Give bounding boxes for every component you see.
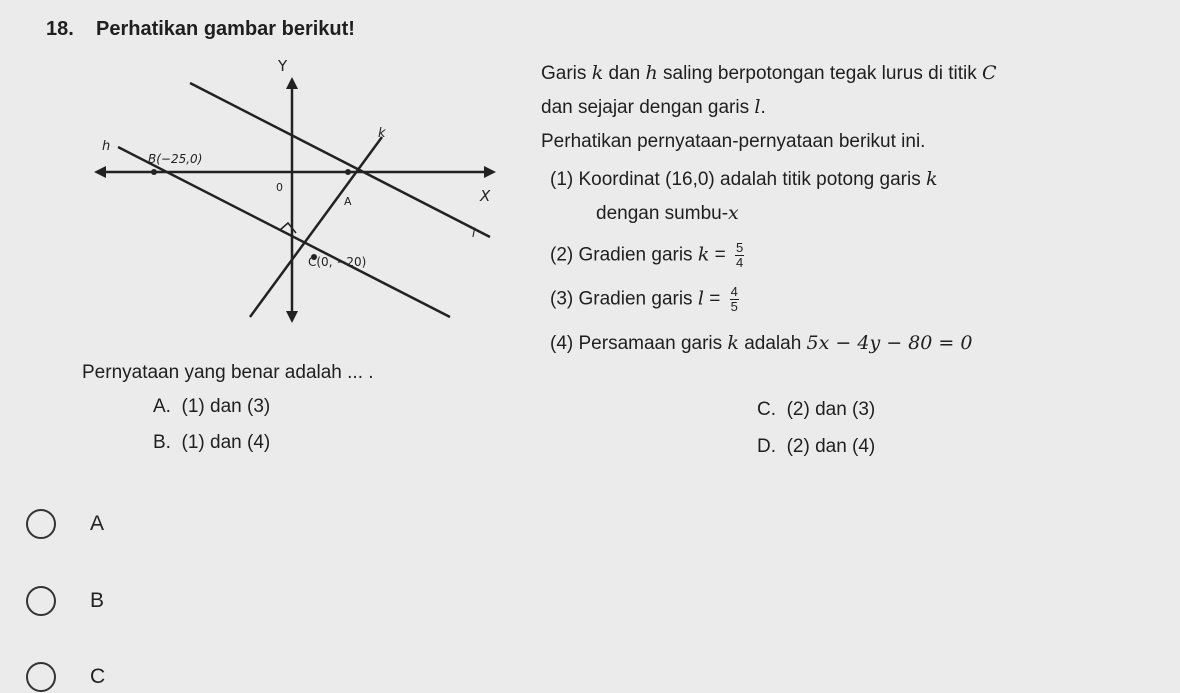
answer-label-a: A	[90, 512, 105, 535]
radio-a[interactable]	[26, 509, 56, 539]
description-line-2: dan sejajar dengan garis l.	[541, 96, 766, 118]
point-b-label: B(−25,0)	[148, 152, 203, 166]
y-axis-arrow-down	[286, 311, 298, 323]
statement-4: (4) Persamaan garis k adalah 5x − 4y − 80 = 0	[550, 332, 973, 354]
line-h-label: h	[102, 139, 111, 154]
statement-2-fraction: $\frac{5}{4}$	[736, 240, 744, 270]
answer-option-a[interactable]	[26, 509, 104, 539]
x-axis-arrow-left	[94, 166, 106, 178]
answer-label-c: C	[90, 665, 106, 688]
question-prompt: Pernyataan yang benar adalah ... .	[82, 362, 374, 383]
line-l-label: l	[472, 226, 476, 240]
line-k	[250, 137, 382, 317]
point-a-label: A	[344, 195, 352, 208]
point-b-dot	[151, 169, 157, 175]
statement-3: (3) Gradien garis l = $\frac{4}{5}$	[550, 284, 738, 314]
choice-c: C. (2) dan (3)	[757, 399, 876, 420]
answer-option-b[interactable]	[26, 586, 104, 616]
choice-d: D. (2) dan (4)	[757, 436, 876, 457]
question-number: 18.	[46, 18, 74, 40]
choice-a: A. (1) dan (3)	[153, 396, 271, 417]
statement-1-cont: dengan sumbu-x	[596, 202, 739, 224]
point-c-label: C(0, −20)	[308, 255, 367, 269]
line-k-label: k	[378, 126, 386, 141]
x-axis-label: X	[480, 187, 491, 205]
coordinate-diagram	[90, 55, 510, 330]
answer-label-b: B	[90, 589, 105, 612]
radio-b[interactable]	[26, 586, 56, 616]
y-axis-arrow-up	[286, 77, 298, 89]
description-line-1: Garis k dan h saling berpotongan tegak lurus di titik C	[541, 62, 997, 84]
statement-3-fraction: $\frac{4}{5}$	[730, 284, 738, 314]
choice-b: B. (1) dan (4)	[153, 432, 271, 453]
origin-label: 0	[276, 181, 283, 194]
line-l	[190, 83, 490, 237]
statements-intro: Perhatikan pernyataan-pernyataan berikut ini.	[541, 131, 926, 152]
y-axis-label: Y	[278, 57, 288, 75]
question-title: Perhatikan gambar berikut!	[96, 18, 355, 40]
point-a-dot	[345, 169, 351, 175]
answer-option-c[interactable]	[26, 662, 105, 692]
radio-c[interactable]	[26, 662, 56, 692]
statement-2: (2) Gradien garis k = $\frac{5}{4}$	[550, 240, 744, 270]
x-axis-arrow-right	[484, 166, 496, 178]
statement-1: (1) Koordinat (16,0) adalah titik potong garis k	[550, 168, 938, 190]
